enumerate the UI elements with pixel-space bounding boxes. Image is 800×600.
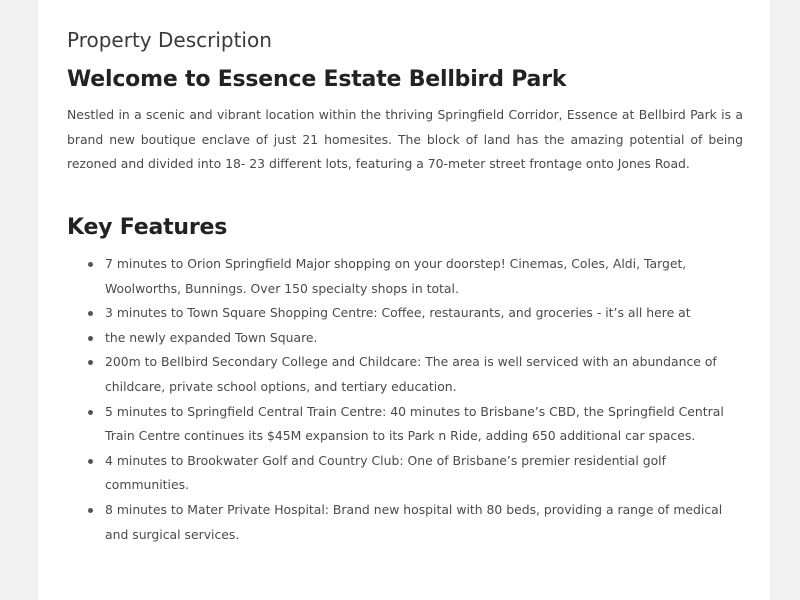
feature-item xyxy=(67,400,743,449)
feature-item xyxy=(67,498,743,547)
intro-paragraph: Nestled in a scenic and vibrant location within the thriving Springfield Corridor, Essence at Bellbird Park is a brand new boutique enclave of just 21 homesites. The block of land has the amazing potential of being rezoned and divided into 18- 23 different lots, featuring a 70-meter street frontage onto Jones Road. xyxy=(67,107,743,171)
property-title: Welcome to Essence Estate Bellbird Park xyxy=(67,67,567,92)
bullet-icon xyxy=(88,508,93,513)
bullet-icon xyxy=(88,262,93,267)
bullet-icon xyxy=(88,410,93,415)
property-description-card xyxy=(38,0,770,600)
bullet-icon xyxy=(88,336,93,341)
feature-text: 5 minutes to Springfield Central Train Centre: 40 minutes to Brisbane’s CBD, the Springfield Central Train Centre continues its $45M expansion to its Park n Ride, adding 650 additional car spaces. xyxy=(105,403,724,444)
key-features-list xyxy=(67,252,743,547)
feature-item xyxy=(67,301,743,326)
feature-item xyxy=(67,252,743,301)
feature-text: 7 minutes to Orion Springfield Major shopping on your doorstep! Cinemas, Coles, Aldi, Target, Woolworths, Bunnings. Over 150 specialty shops in total. xyxy=(105,256,687,296)
feature-text: 4 minutes to Brookwater Golf and Country Club: One of Brisbane’s premier residential golf communities. xyxy=(105,452,666,493)
bullet-icon xyxy=(88,360,93,365)
bullet-icon xyxy=(88,459,93,464)
feature-item xyxy=(67,326,743,351)
feature-text: 200m to Bellbird Secondary College and Childcare: The area is well serviced with an abundance of childcare, private school options, and tertiary education. xyxy=(105,354,717,394)
feature-text: 8 minutes to Mater Private Hospital: Brand new hospital with 80 beds, providing a range of medical and surgical services. xyxy=(105,501,723,542)
feature-text: the newly expanded Town Square. xyxy=(105,329,318,345)
feature-text: 3 minutes to Town Square Shopping Centre: Coffee, restaurants, and groceries - it’s all here at xyxy=(105,305,691,321)
key-features-heading: Key Features xyxy=(67,215,228,240)
bullet-icon xyxy=(88,311,93,316)
section-heading: Property Description xyxy=(67,28,272,52)
feature-item xyxy=(67,449,743,498)
feature-item xyxy=(67,350,743,399)
